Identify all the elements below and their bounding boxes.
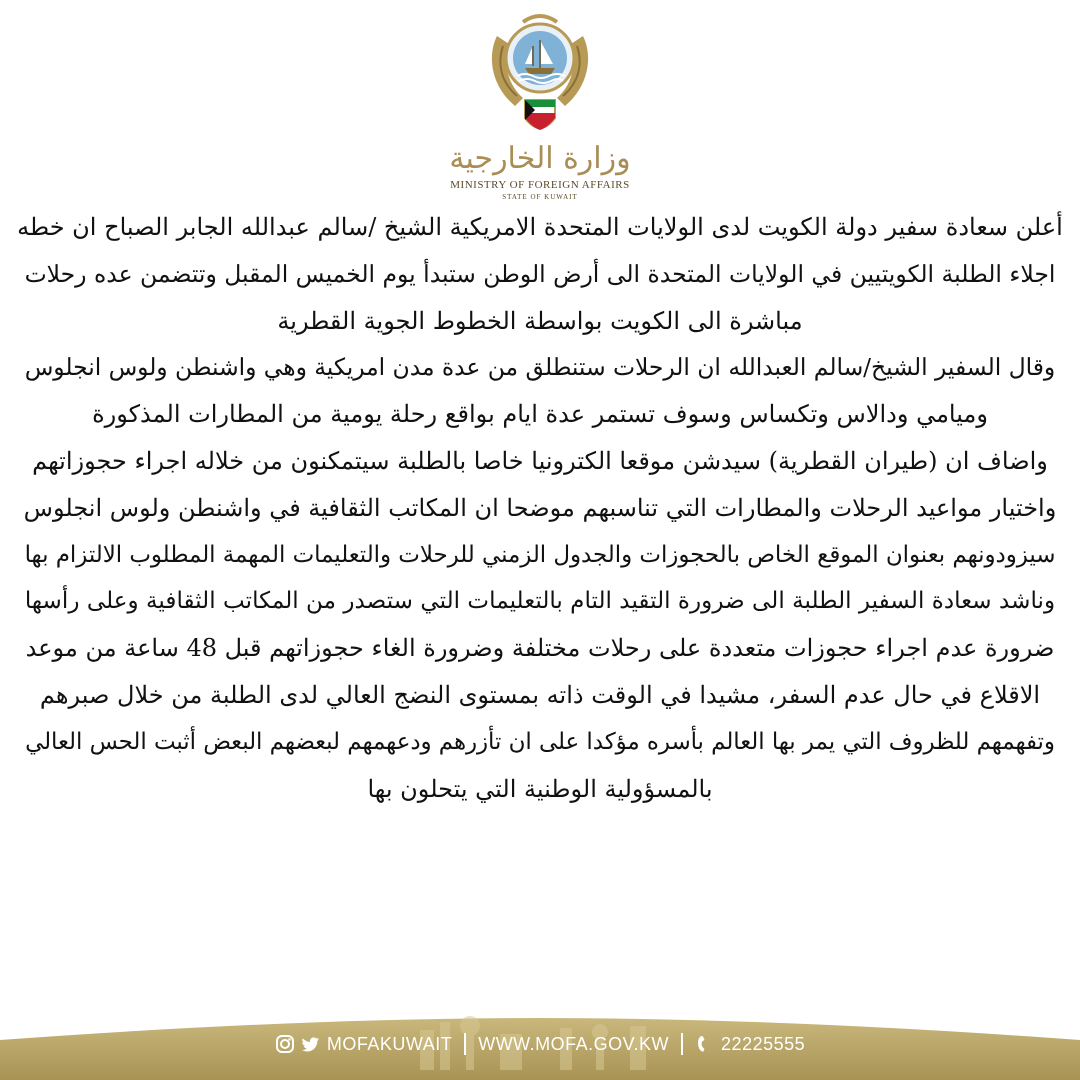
body-line-10: ضرورة عدم اجراء حجوزات متعددة على رحلات مختلفة وضرورة الغاء حجوزاتهم قبل 48 ساعة من موعد — [25, 634, 1055, 663]
ministry-wordmark — [440, 140, 640, 202]
kuwait-emblem-icon — [485, 6, 595, 146]
state-name-en: STATE OF KUWAIT — [502, 193, 578, 201]
footer-contact-bar — [0, 1026, 1080, 1062]
phone-icon — [695, 1034, 715, 1054]
footer-divider — [464, 1033, 466, 1055]
phone-number[interactable]: 22225555 — [721, 1033, 806, 1054]
body-line-8: سيزودونهم بعنوان الموقع الخاص بالحجوزات والجدول الزمني للرحلات والتعليمات المهمة المطلوب الالتزام بها — [24, 541, 1056, 568]
twitter-icon[interactable] — [301, 1034, 321, 1054]
body-line-11: الاقلاع في حال عدم السفر، مشيدا في الوقت ذاته بمستوى النضج العالي لدى الطلبة من خلال صبرهم — [39, 680, 1041, 709]
body-line-1: أعلن سعادة سفير دولة الكويت لدى الولايات المتحدة الامريكية الشيخ /سالم عبدالله الجابر الصباح ان خطه — [17, 213, 1063, 241]
website-link[interactable]: WWW.MOFA.GOV.KW — [478, 1033, 670, 1054]
footer-banner — [0, 1000, 1080, 1080]
instagram-icon[interactable] — [275, 1034, 295, 1054]
body-line-13: بالمسؤولية الوطنية التي يتحلون بها — [367, 774, 713, 803]
body-line-12: وتفهمهم للظروف التي يمر بها العالم بأسره مؤكدا على ان تأزرهم ودعهمهم لبعضهم البعض أثبت الحس العالي — [25, 728, 1055, 755]
ministry-name-ar: وزارة الخارجية — [449, 141, 631, 176]
body-line-2: اجلاء الطلبة الكويتيين في الولايات المتحدة الى أرض الوطن ستبدأ يوم الخميس المقبل وتتضمن عده رحلات — [24, 259, 1056, 288]
body-line-9: وناشد سعادة السفير الطلبة الى ضرورة التقيد التام بالتعليمات التي ستصدر من المكاتب الثقافية وعلى رأسها — [24, 588, 1056, 615]
body-line-3: مباشرة الى الكويت بواسطة الخطوط الجوية القطرية — [277, 306, 803, 335]
body-line-7: واختيار مواعيد الرحلات والمطارات التي تناسبهم موضحا ان المكاتب الثقافية في واشنطن ولوس انجلوس — [23, 493, 1057, 522]
announcement-body — [14, 204, 1066, 812]
body-line-4: وقال السفير الشيخ/سالم العبدالله ان الرحلات ستنطلق من عدة مدن امريكية وهي واشنطن ولوس انجلوس — [24, 353, 1056, 382]
ministry-name-en: MINISTRY OF FOREIGN AFFAIRS — [450, 179, 630, 191]
body-line-5: وميامي ودالاس وتكساس وسوف تستمر عدة ايام بواقع رحلة يومية من المطارات المذكورة — [92, 400, 988, 429]
social-handle[interactable]: MOFAKUWAIT — [326, 1033, 453, 1054]
body-line-6: واضاف ان (طيران القطرية) سيدشن موقعا الكترونيا خاصا بالطلبة سيتمكنون من خلاله اجراء حجوزاتهم — [32, 446, 1048, 475]
footer-divider — [681, 1033, 683, 1055]
